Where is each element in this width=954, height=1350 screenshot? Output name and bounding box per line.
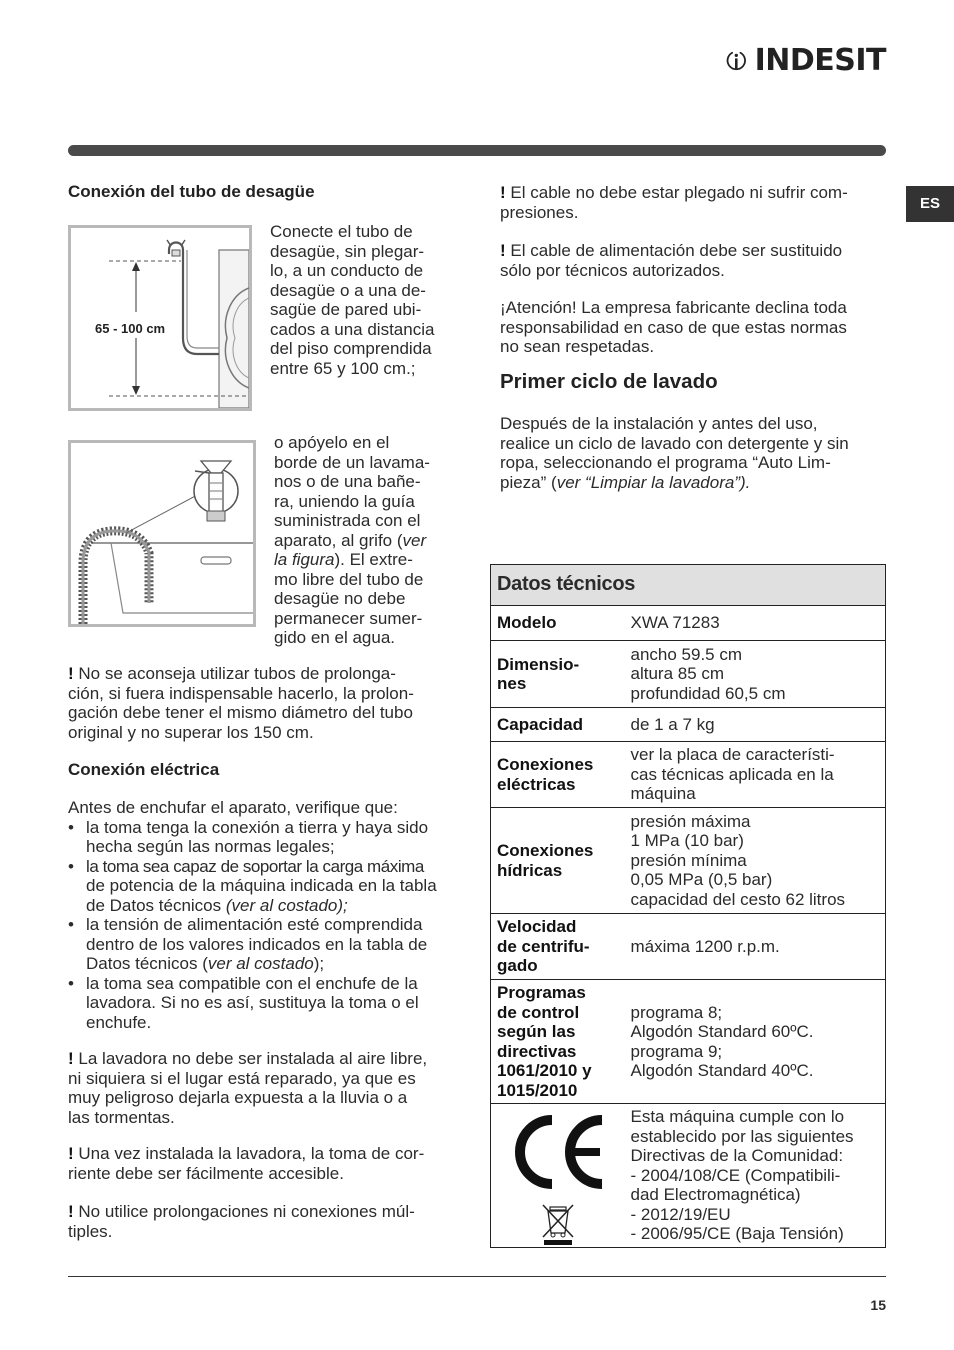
drain-heading: Conexión del tubo de desagüe [68,182,315,201]
figure-reference: la figura [274,550,335,569]
text-line: - 2004/108/CE (Compatibili- [630,1165,841,1185]
row-value [625,742,886,808]
row-label [491,606,625,641]
ce-marks-cell [491,1104,625,1248]
drain-height-label: 65 - 100 cm [95,321,166,336]
text-line: cados a una distancia [270,319,435,339]
text-line: - 2012/19/EU [630,1204,731,1224]
text-line: presión mínima [630,850,747,870]
text-line [274,531,460,551]
row-value [625,980,886,1104]
text-line: hídricas [497,860,563,880]
bullet-icon: • [68,856,74,876]
text-line: máquina [630,784,696,804]
text-span: ). El extre- [334,550,413,569]
text-line: tiples. [68,1221,113,1241]
text-line: Algodón Standard 60ºC. [630,1022,814,1041]
text-line: establecido por las siguientes [630,1126,854,1146]
text-line: la toma sea compatible con el enchufe de la [86,973,418,993]
row-label [491,708,625,742]
text-line: programa 8; [630,1002,723,1022]
table-row [491,606,886,641]
text-line: del piso comprendida [270,339,432,358]
drain-height-figure [68,225,252,411]
text-line: no sean respetadas. [500,337,655,356]
technical-data-table [490,564,886,1248]
table-row [491,914,886,980]
bullet-icon: • [68,817,74,837]
text-line: de 1 a 7 kg [630,714,715,734]
warning-access [68,1144,458,1183]
text-line: cas técnicas aplicada en la [630,764,834,784]
row-label [491,808,625,914]
warning-icon: ! [68,1144,74,1163]
table-header-row [491,565,886,606]
text-line: la toma sea capaz de soportar la carga máxima [86,856,424,876]
list-item [68,818,458,857]
text-line: altura 85 cm [630,664,725,684]
footer-divider [68,1276,886,1277]
text-line: original y no superar los 150 cm. [68,722,314,742]
table-row [491,641,886,708]
text-line: según las [497,1022,576,1041]
figure-reference: ver [402,530,427,550]
drain-text-wall [270,222,460,378]
text-line: Conexiones [497,755,594,774]
text-line: mo libre del tubo de [274,569,424,589]
text-line: nes [497,674,527,693]
list-item [68,915,458,974]
text-line: de potencia de la máquina indicada en la tabla [86,876,437,895]
first-cycle-heading: Primer ciclo de lavado [500,370,718,393]
text-line: ni siquiera si el lugar está reparado, ya que es [68,1068,416,1088]
brand-logo [726,38,886,84]
text-line: ancho 59.5 cm [630,644,743,664]
indesit-i-icon [726,40,747,82]
text-span: aparato, al grifo ( [274,530,403,550]
row-value [625,808,886,914]
warning-cable-replace [500,241,890,280]
warning-icon: ! [68,1049,74,1068]
text-line: borde de un lavama- [274,452,430,472]
text-span: pieza” ( [500,472,557,492]
row-label [491,742,625,808]
text-line: 1015/2010 [497,1080,578,1100]
side-reference: (ver al costado); [225,895,348,915]
text-line: Programas [497,983,586,1002]
warning-cable-fold [500,183,890,222]
text-line: profundidad 60,5 cm [630,683,786,703]
text-line: Directivas de la Comunidad: [630,1146,844,1166]
table-title: Datos técnicos [491,565,886,606]
text-line: presiones. [500,202,579,222]
language-tab: ES [906,186,954,222]
text-line [500,241,890,261]
text-line: ra, uniendo la guía [274,491,415,511]
clean-reference: ver “Limpiar la lavadora”). [556,472,751,492]
text-line: lo, a un conducto de [270,261,424,280]
text-line: Conexiones [497,841,594,860]
text-span: ); [313,954,325,973]
list-item [68,974,458,1033]
drain-text-sink [274,433,460,648]
text-line: 1061/2010 y [497,1061,592,1080]
first-cycle-text [500,414,890,492]
warning-icon: ! [68,1202,74,1221]
row-value [625,641,886,708]
text-line: Esta máquina cumple con lo [630,1107,845,1127]
text-line: ción, si fuera indispensable hacerlo, la prolon- [68,683,414,703]
text-line [86,954,458,974]
text-line: responsabilidad en caso de que estas normas [500,317,847,337]
text-span: de Datos técnicos [86,895,226,915]
electric-checklist [68,818,458,1033]
warning-icon: ! [68,664,74,683]
text-line: sólo por técnicos autorizados. [500,260,725,280]
row-label [491,980,625,1104]
warning-icon: ! [500,183,506,202]
text-line: nos o de una bañe- [274,472,421,491]
side-reference: ver al costado [207,954,314,973]
text-line: Velocidad [497,917,577,937]
text-line: Conecte el tubo de [270,222,413,241]
drain-sink-figure [68,440,256,627]
text-line: - 2006/95/CE (Baja Tensión) [630,1224,844,1244]
text-line: desagüe no debe [274,589,406,608]
drain-sink-illustration [71,443,253,624]
text-line: de control [497,1002,580,1022]
text-line: desagüe, sin plegar- [270,241,425,261]
text-line: de centrifu- [497,936,590,956]
table-row [491,708,886,742]
text-line: Dimensio- [497,654,580,674]
text-line: dad Electromagnética) [630,1185,801,1205]
text-line: Después de la instalación y antes del uso, [500,414,818,433]
text-line [68,664,458,684]
text-line [68,1202,458,1222]
text-span: El cable no debe estar plegado ni sufrir com- [510,183,848,202]
text-line: Algodón Standard 40ºC. [630,1061,814,1080]
text-span: No utilice prolongaciones ni conexiones múl- [78,1202,415,1221]
table-row [491,808,886,914]
text-line: gido en el agua. [274,628,395,647]
table-row [491,980,886,1104]
bullet-icon: • [68,915,74,934]
text-line: 0,05 MPa (0,5 bar) [630,870,773,890]
text-line: riente debe ser fácilmente accesible. [68,1163,344,1183]
text-span: El cable de alimentación debe ser sustituido [510,241,843,260]
text-span: Una vez instalada la lavadora, la toma de cor- [78,1144,425,1163]
text-line: Capacidad [497,714,583,734]
text-line: XWA 71283 [630,613,720,633]
text-line: ropa, seleccionando el programa “Auto Lim- [500,453,831,472]
text-span: Datos técnicos ( [86,954,208,973]
weee-bin-icon [538,1201,578,1245]
text-line: desagüe o a una de- [270,280,426,300]
text-line: realice un ciclo de lavado con detergente y sin [500,433,849,453]
drain-wall-illustration [71,228,249,408]
ce-compliance-text [625,1104,886,1248]
bullet-icon: • [68,973,74,993]
warning-outdoor [68,1049,458,1127]
text-line: programa 9; [630,1041,723,1061]
table-row [491,742,886,808]
table-row-ce [491,1104,886,1248]
electric-intro: Antes de enchufar el aparato, verifique que: [68,798,398,817]
text-line: suministrada con el [274,511,421,530]
text-line: sagüe de pared ubi- [270,300,422,319]
text-line [500,183,890,203]
text-line: la toma tenga la conexión a tierra y haya sido [86,817,429,837]
text-line: lavadora. Si no es así, sustituya la toma o el [86,993,419,1012]
page-number: 15 [870,1297,886,1313]
text-line: dentro de los valores indicados en la tabla de [86,934,428,954]
text-line [86,896,458,916]
brand-name: INDESIT [754,43,886,79]
warning-extension [68,664,458,742]
text-line [68,1144,458,1164]
row-value [625,914,886,980]
text-line: eléctricas [497,774,576,794]
attention-notice [500,298,890,357]
list-item [68,857,458,916]
text-line [68,1049,458,1069]
text-line: presión máxima [630,811,751,831]
text-line: enchufe. [86,1012,152,1032]
electric-section [68,798,458,1032]
text-line: capacidad del cesto 62 litros [630,889,846,909]
electric-heading: Conexión eléctrica [68,760,220,779]
text-span: No se aconseja utilizar tubos de prolonga- [78,664,396,683]
text-line: ver la placa de característi- [630,745,835,765]
text-line: ¡Atención! La empresa fabricante declina toda [500,298,847,317]
text-line: o apóyelo en el [274,433,390,452]
ce-mark-icon [508,1112,608,1192]
row-value [625,606,886,641]
text-line: gado [497,956,538,976]
text-span: La lavadora no debe ser instalada al aire libre, [78,1049,428,1068]
text-line: hecha según las normas legales; [86,837,335,856]
text-line: permanecer sumer- [274,608,423,628]
text-line: 1 MPa (10 bar) [630,831,744,851]
text-line: Modelo [497,613,557,633]
warning-multi [68,1202,458,1241]
text-line: las tormentas. [68,1107,175,1127]
text-line: muy peligroso dejarla expuesta a la lluvia o a [68,1088,408,1107]
text-line: entre 65 y 100 cm.; [270,358,416,378]
text-line [274,550,460,570]
row-value [625,708,886,742]
header-divider [68,145,886,156]
text-line: gación debe tener el mismo diámetro del tubo [68,703,413,722]
warning-icon: ! [500,241,506,260]
text-line [500,473,890,493]
text-line: la tensión de alimentación esté comprendida [86,915,423,934]
row-label [491,641,625,708]
text-line: directivas [497,1041,577,1061]
text-line: máxima 1200 r.p.m. [630,936,780,956]
row-label [491,914,625,980]
